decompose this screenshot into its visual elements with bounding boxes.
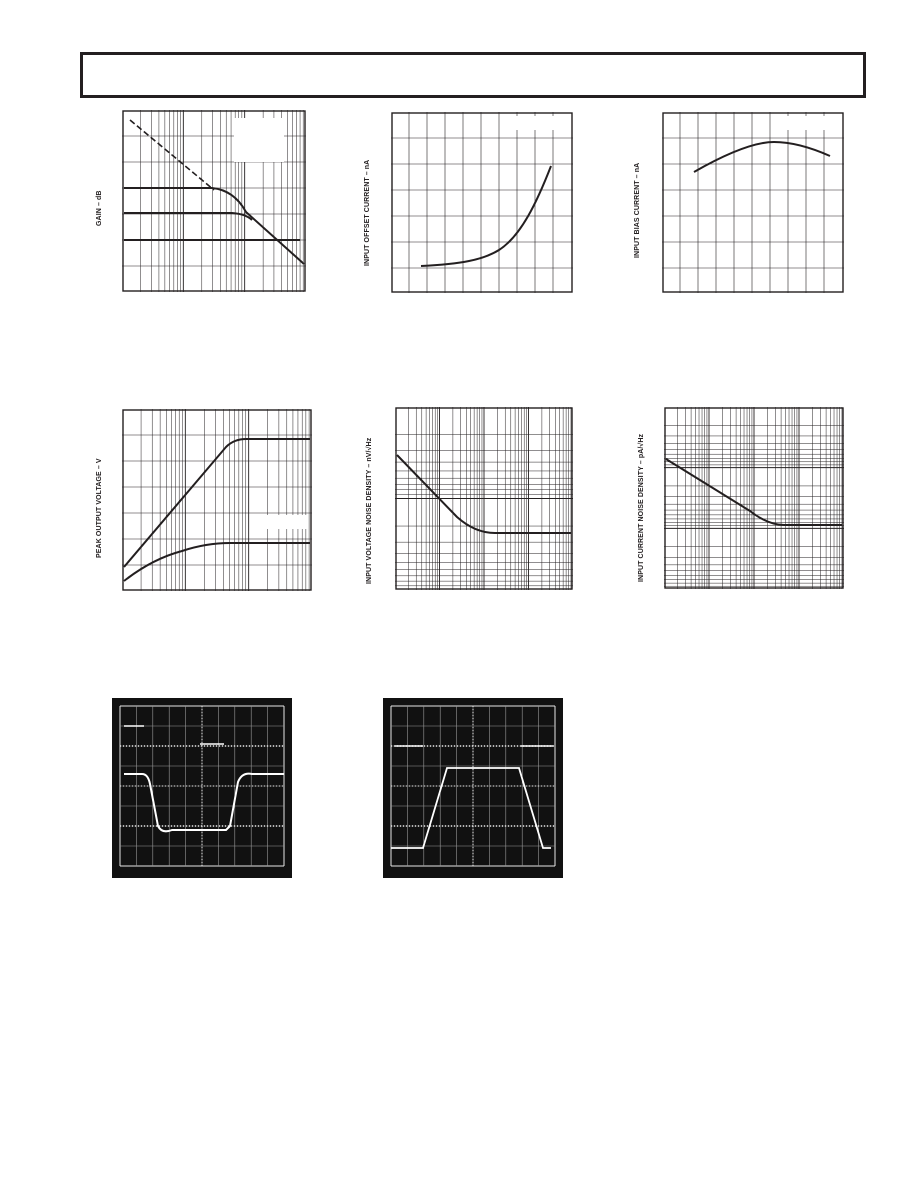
- pov-curve-high: [124, 439, 310, 567]
- ibc-frame: [663, 113, 843, 292]
- scope-2-output-trace: [391, 768, 551, 848]
- gain-legend-box: [234, 118, 284, 162]
- bias-current-ylabel: INPUT BIAS CURRENT – nA: [634, 162, 641, 258]
- scope-photo-2: [383, 698, 563, 878]
- peak-output-ylabel: PEAK OUTPUT VOLTAGE – V: [96, 458, 103, 558]
- bias-current-chart: [662, 112, 844, 293]
- offset-current-ylabel: INPUT OFFSET CURRENT – nA: [364, 159, 371, 266]
- header-box: [80, 52, 866, 98]
- voltage-noise-chart: [395, 407, 573, 590]
- peak-output-plot: [122, 409, 312, 591]
- offset-current-plot: [391, 112, 573, 293]
- scope-1-output-trace: [124, 774, 284, 832]
- ibc-curve: [694, 142, 830, 172]
- peak-output-chart: [122, 409, 312, 591]
- current-noise-plot: [664, 407, 844, 589]
- ioc-frame: [392, 113, 572, 292]
- voltage-noise-plot: [395, 407, 573, 590]
- offset-current-chart: [391, 112, 573, 293]
- current-noise-chart: [664, 407, 844, 589]
- gain-plot: [122, 110, 306, 292]
- ioc-legend-box: [501, 116, 557, 130]
- ibc-legend-box: [780, 116, 830, 130]
- scope-1-input-trace: [124, 726, 224, 744]
- current-noise-ylabel: INPUT CURRENT NOISE DENSITY – pA/√Hz: [638, 433, 645, 582]
- gain-curve-high: [124, 188, 304, 264]
- scope-2-trace: [383, 698, 563, 878]
- scope-1-trace: [112, 698, 292, 878]
- voltage-noise-ylabel: INPUT VOLTAGE NOISE DENSITY – nV/√Hz: [366, 437, 373, 584]
- gain-ylabel: GAIN – dB: [96, 190, 103, 226]
- bias-current-plot: [662, 112, 844, 293]
- gain-chart: [122, 110, 306, 292]
- pov-curve-low: [124, 543, 310, 581]
- scope-photo-1: [112, 698, 292, 878]
- gain-open-loop-line: [130, 120, 214, 190]
- pov-legend-box: [256, 515, 308, 529]
